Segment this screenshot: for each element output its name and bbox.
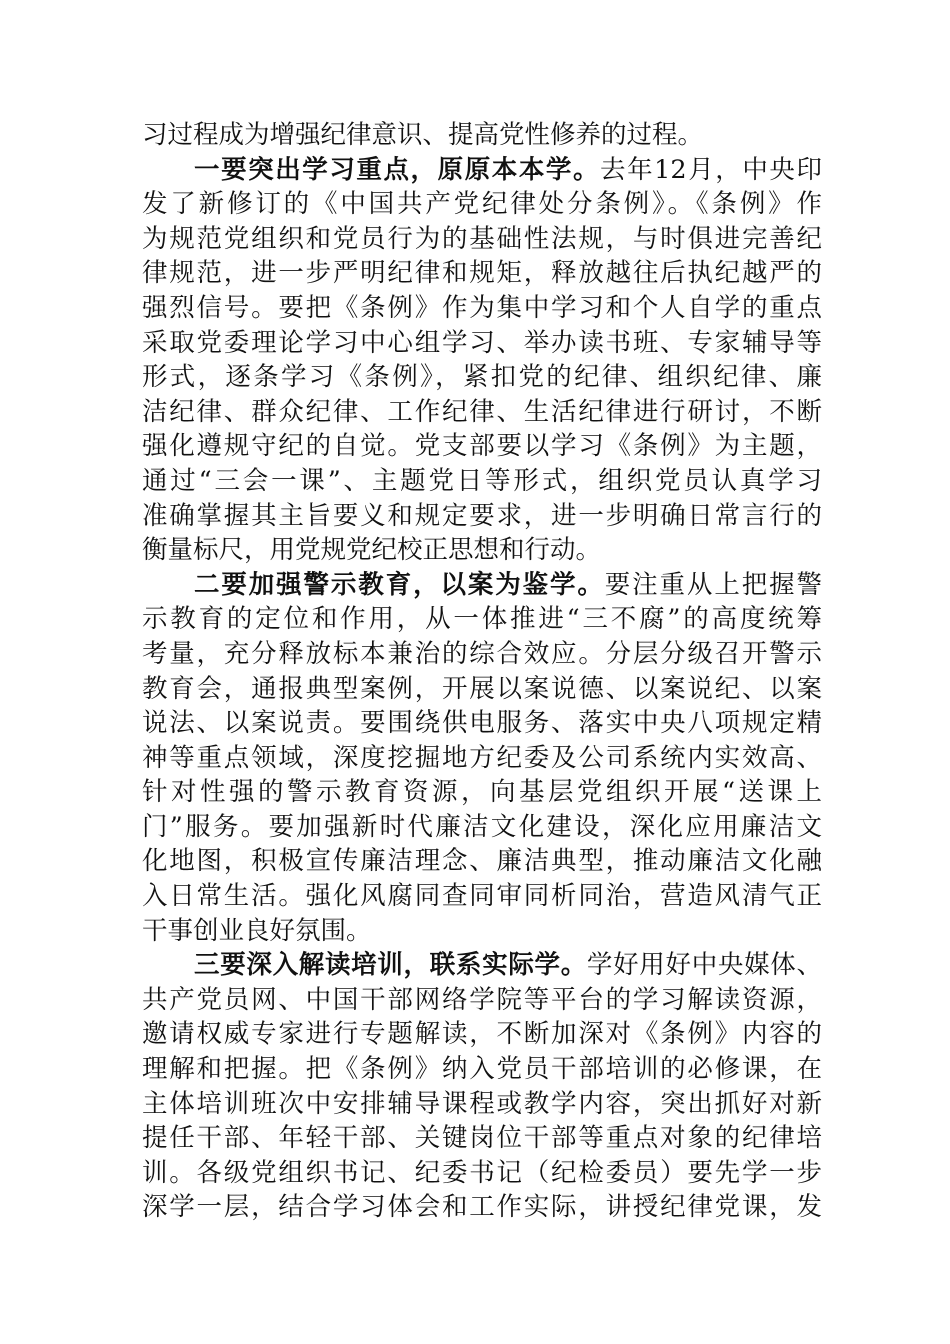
section-1-first-line [142,153,822,188]
section-3-first-line [142,948,822,983]
section-3-line-4: 主体培训班次中安排辅导课程或教学内容，突出抓好对新 [142,1088,822,1119]
section-2-line-7: 门”服务。要加强新时代廉洁文化建设，深化应用廉洁文 [142,811,822,842]
section-1-line-7: 洁纪律、群众纪律、工作纪律、生活纪律进行研讨，不断 [142,396,822,427]
section-1-lead: 一要突出学习重点，原原本本学。 [194,154,601,185]
section-1-line-9: 通过“三会一课”、主题党日等形式，组织党员认真学习 [142,465,822,496]
section-1-line-2: 为规范党组织和党员行为的基础性法规，与时俱进完善纪 [142,223,822,254]
section-2 [142,568,822,949]
section-2-line-5: 神等重点领域，深度挖掘地方纪委及公司系统内实效高、 [142,742,822,773]
document-page [142,118,822,1225]
section-1-line-4: 强烈信号。要把《条例》作为集中学习和个人自学的重点 [142,292,822,323]
section-2-line-8: 化地图，积极宣传廉洁理念、廉洁典型，推动廉洁文化融 [142,846,822,877]
section-2-line-9: 入日常生活。强化风腐同查同审同析同治，营造风清气正 [142,881,822,912]
section-2-line-3: 教育会，通报典型案例，开展以案说德、以案说纪、以案 [142,673,822,704]
section-2-line-0: 要注重从上把握警 [604,569,822,600]
section-3-line-1: 共产党员网、中国干部网络学院等平台的学习解读资源， [142,984,822,1015]
section-1-line-3: 律规范，进一步严明纪律和规矩，释放越往后执纪越严的 [142,258,822,289]
section-1-line-1: 发了新修订的《中国共产党纪律处分条例》。《条例》作 [142,189,822,220]
section-3-lead: 三要深入解读培训，联系实际学。 [194,950,587,981]
section-1-line-5: 采取党委理论学习中心组学习、举办读书班、专家辅导等 [142,327,822,358]
section-2-first-line [142,568,822,603]
section-2-line-4: 说法、以案说责。要围绕供电服务、落实中央八项规定精 [142,708,822,739]
section-3-line-5: 提任干部、年轻干部、关键岗位干部等重点对象的纪律培 [142,1123,822,1154]
section-1-line-8: 强化遵规守纪的自觉。党支部要以学习《条例》为主题， [142,431,822,462]
section-2-line-10: 干事创业良好氛围。 [142,915,372,946]
section-1 [142,153,822,568]
section-3-line-6: 训。各级党组织书记、纪委书记（纪检委员）要先学一步 [142,1157,822,1188]
section-2-lead: 二要加强警示教育，以案为鉴学。 [194,569,605,600]
section-1-line-0: 去年12月，中央印 [600,154,822,185]
section-3-line-3: 理解和把握。把《条例》纳入党员干部培训的必修课，在 [142,1054,822,1085]
section-3 [142,948,822,1225]
section-3-line-7: 深学一层，结合学习体会和工作实际，讲授纪律党课，发 [142,1192,822,1223]
section-3-line-2: 邀请权威专家进行专题解读，不断加深对《条例》内容的 [142,1019,822,1050]
section-1-line-10: 准确掌握其主旨要义和规定要求，进一步明确日常言行的 [142,500,822,531]
section-1-line-11: 衡量标尺，用党规党纪校正思想和行动。 [142,535,602,566]
opening-line: 习过程成为增强纪律意识、提高党性修养的过程。 [142,120,704,150]
section-3-line-0: 学好用好中央媒体、 [586,950,822,981]
section-1-line-6: 形式，逐条学习《条例》，紧扣党的纪律、组织纪律、廉 [142,362,822,393]
section-2-line-2: 考量，充分释放标本兼治的综合效应。分层分级召开警示 [142,638,822,669]
section-2-line-1: 示教育的定位和作用，从一体推进“三不腐”的高度统筹 [142,604,822,635]
section-2-line-6: 针对性强的警示教育资源，向基层党组织开展“送课上 [142,777,822,808]
